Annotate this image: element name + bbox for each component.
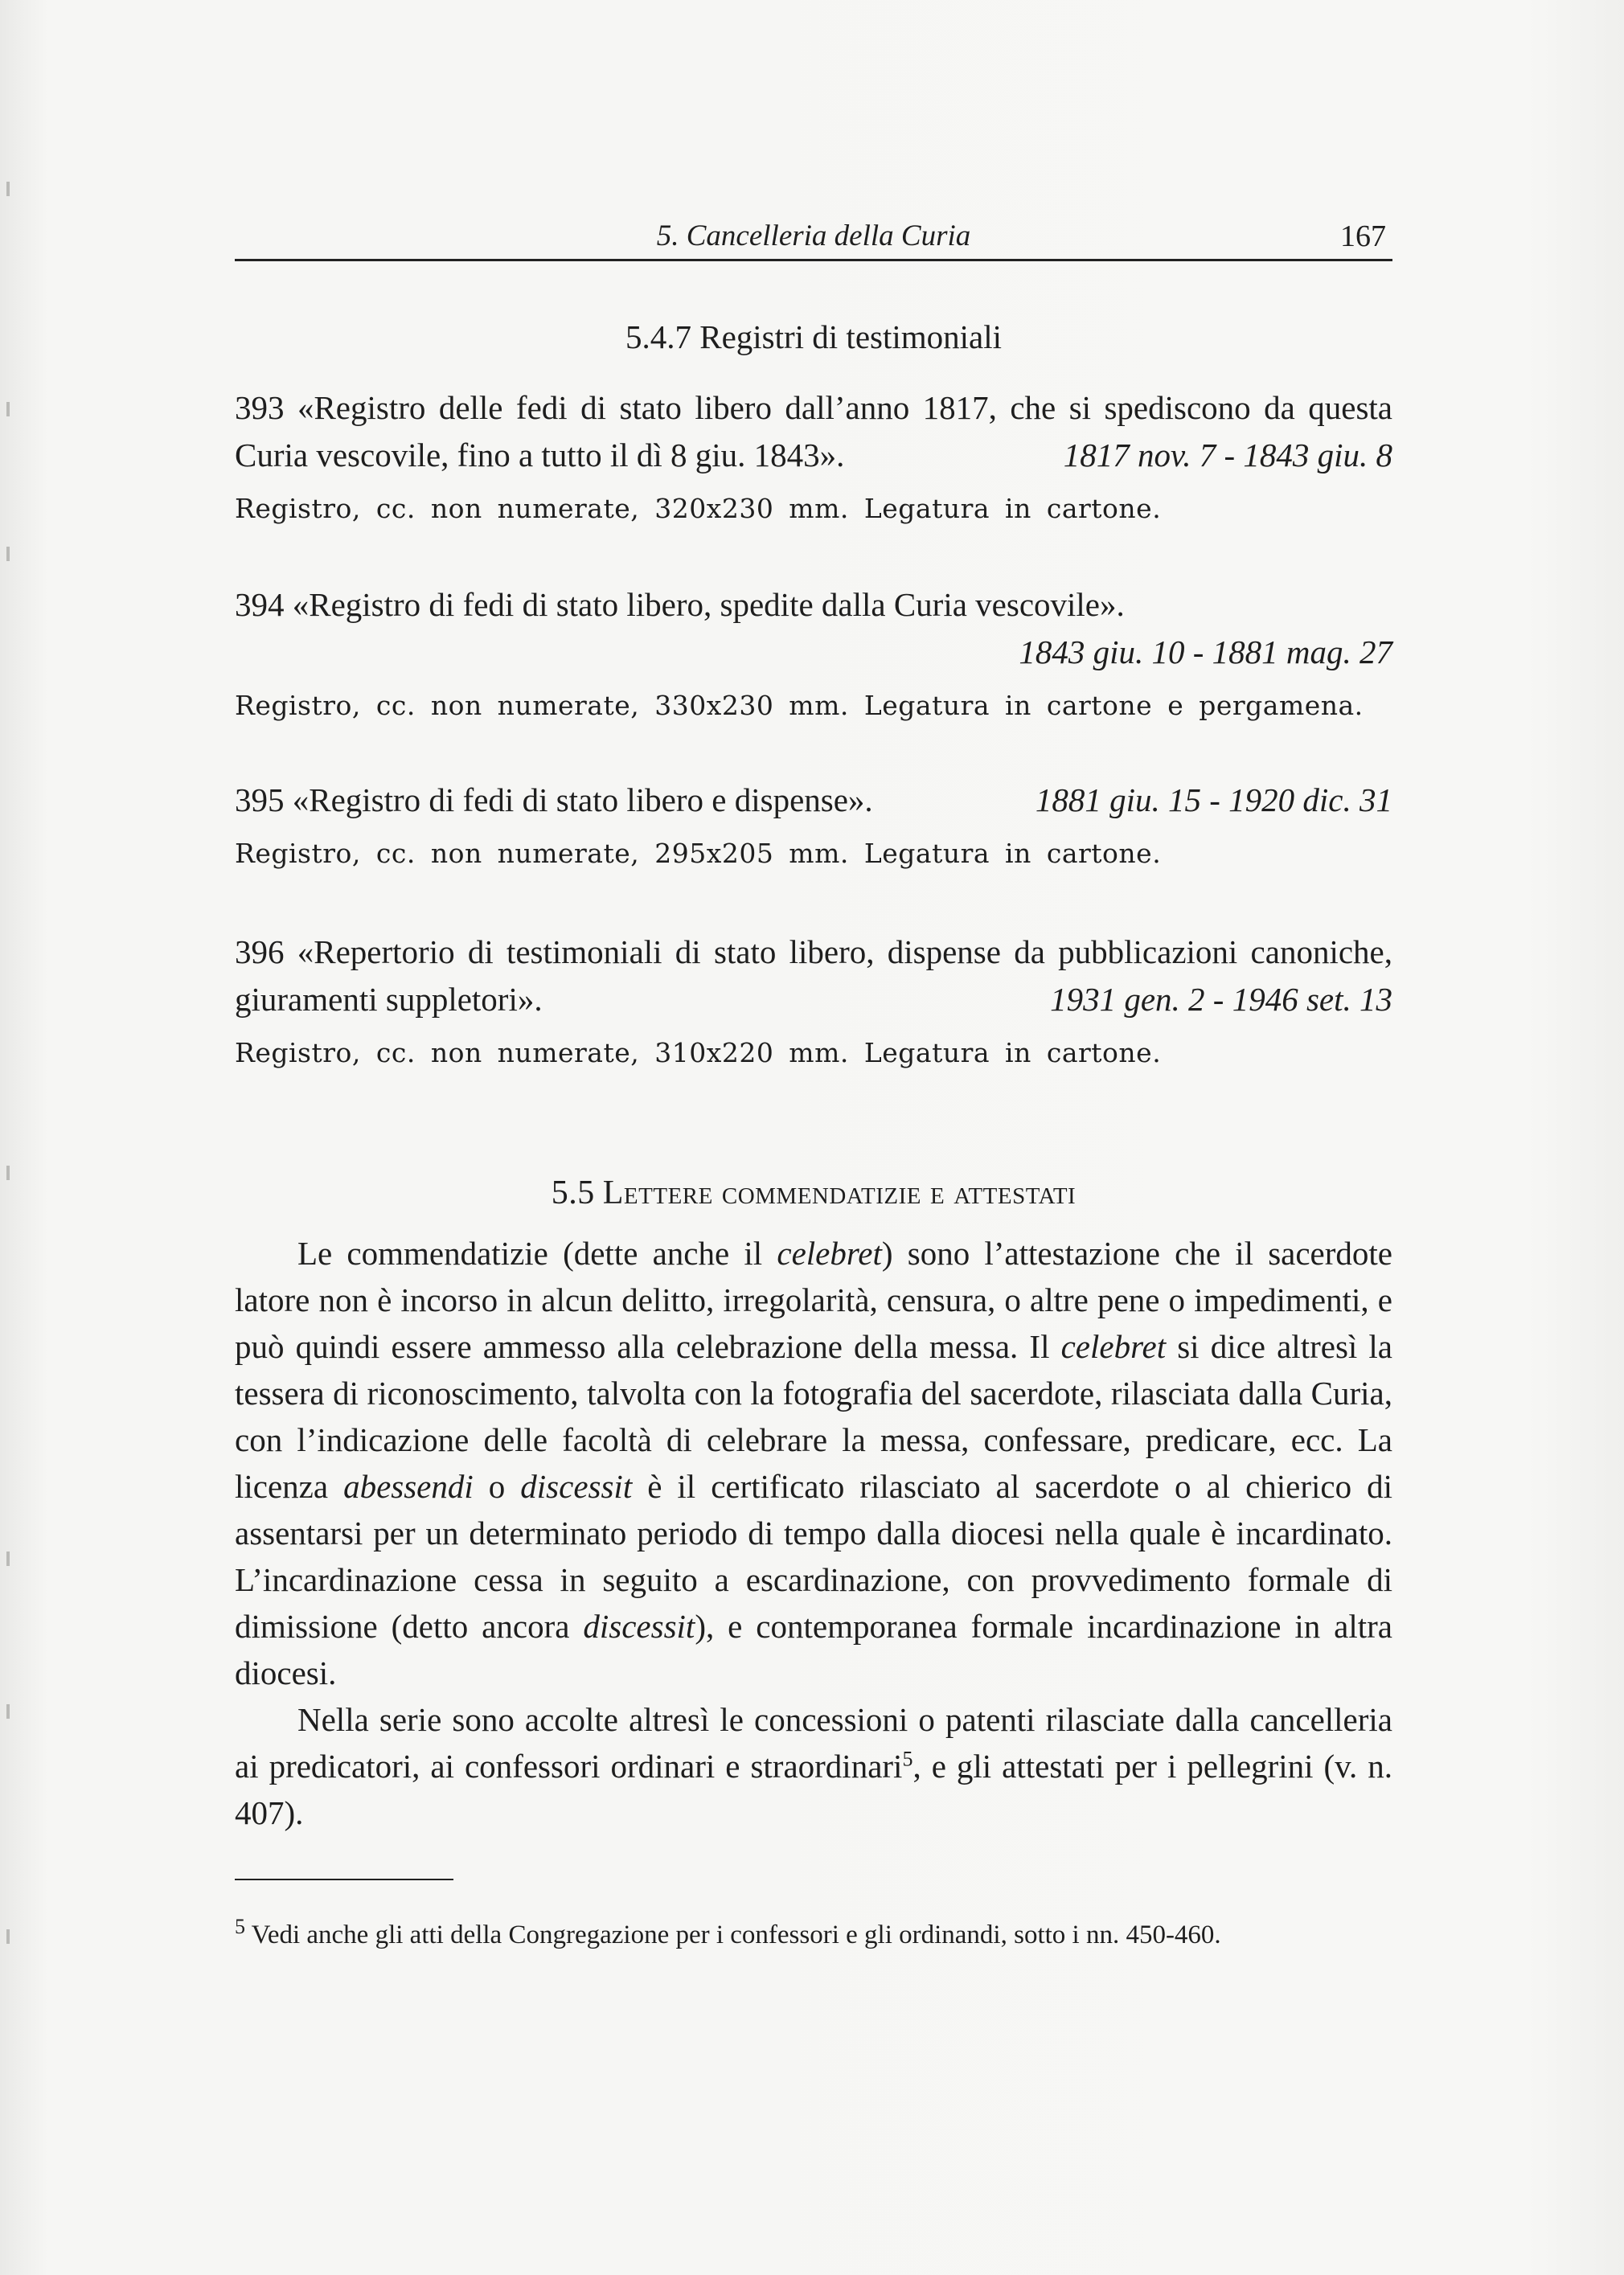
- italic-term: celebret: [1060, 1328, 1167, 1365]
- entry-date: 1817 nov. 7 - 1843 giu. 8: [1063, 437, 1392, 473]
- footnote-mark: 5: [235, 1915, 245, 1938]
- binding-hole-mark: [6, 1166, 10, 1180]
- section-heading: [235, 1174, 1392, 1212]
- binding-hole-mark: [6, 182, 10, 196]
- entry-title-text: 393 «Registro delle fedi di stato libero dall’anno 1817, che si spediscono da questa Curia vescovile, fino a tutto il dì 8 giu. 1843».: [235, 389, 1392, 473]
- entry-title: [235, 581, 1392, 676]
- italic-term: discessit: [520, 1468, 633, 1505]
- italic-term: discessit: [583, 1608, 695, 1645]
- binding-hole-mark: [6, 547, 10, 561]
- entry-date: 1931 gen. 2 - 1946 set. 13: [1050, 981, 1392, 1018]
- catalog-entry: [235, 928, 1392, 1070]
- catalog-entry: [235, 384, 1392, 526]
- entry-title-text: 394 «Registro di fedi di stato libero, spedite dalla Curia vescovile».: [235, 586, 1125, 623]
- text-run: si dice altresì la tessera di riconoscimento, talvolta con la fotografia del sacerdote, rilasciata dalla Curia, con l’indicazione delle facoltà di celebrare la messa, confessare, predicare, ecc. La licenza: [235, 1328, 1392, 1505]
- section-body: [235, 1230, 1392, 1836]
- text-run: Nella serie sono accolte altresì le concessioni o patenti rilasciate dalla cancelleria ai predicatori, ai confessori ordinari e straordinari: [235, 1701, 1392, 1785]
- text-run: o: [473, 1468, 521, 1505]
- entry-title: [235, 928, 1392, 1023]
- body-paragraph: [235, 1230, 1392, 1696]
- footnote-reference[interactable]: 5: [902, 1747, 913, 1771]
- entry-title: [235, 777, 1392, 824]
- text-run: è il certificato rilasciato al sacerdote o al chierico di assentarsi per un determinato periodo di tempo dalla diocesi nella quale è incardinato. L’incardinazione cessa in seguito a escardinazione, con provvedimento formale di dimissione (detto ancora: [235, 1468, 1392, 1645]
- binding-hole-mark: [6, 1704, 10, 1719]
- section-number: 5.5: [551, 1174, 595, 1211]
- entry-description: Registro, cc. non numerate, 330x230 mm. Legatura in cartone e pergamena.: [235, 690, 1364, 721]
- entry-description: Registro, cc. non numerate, 295x205 mm. Legatura in cartone.: [235, 838, 1162, 869]
- footnote-text: Vedi anche gli atti della Congregazione per i confessori e gli ordinandi, sotto i nn. 450-460.: [245, 1920, 1221, 1949]
- italic-term: abessendi: [343, 1468, 474, 1505]
- running-header: [235, 219, 1392, 261]
- binding-hole-mark: [6, 402, 10, 416]
- footnote-divider: [235, 1879, 453, 1880]
- entry-date: 1881 giu. 15 - 1920 dic. 31: [1035, 781, 1392, 818]
- body-paragraph: [235, 1696, 1392, 1836]
- entry-description: Registro, cc. non numerate, 310x220 mm. Legatura in cartone.: [235, 1037, 1162, 1068]
- page-number: 167: [1340, 219, 1386, 253]
- subsection-title: 5.4.7 Registri di testimoniali: [625, 318, 1003, 355]
- binding-hole-mark: [6, 1929, 10, 1944]
- section-title-text: Lettere commendatizie e attestati: [602, 1174, 1077, 1211]
- entry-title-text: 396 «Repertorio di testimoniali di stato libero, dispense da pubblicazioni canoniche, giuramenti suppletori».: [235, 933, 1392, 1018]
- catalog-entry: [235, 581, 1392, 723]
- footnote: [235, 1917, 1392, 1953]
- chapter-title: 5. Cancelleria della Curia: [656, 219, 971, 252]
- text-run: ) sono l’attestazione che il sacerdote latore non è incorso in alcun delitto, irregolarità, censura, o altre pene o impedimenti, e può quindi essere ammesso alla celebrazione della messa. Il: [235, 1235, 1392, 1365]
- text-run: , e gli attestati per i pellegrini (v. n. 407).: [235, 1748, 1392, 1831]
- catalog-entry: [235, 777, 1392, 871]
- entry-title-text: 395 «Registro di fedi di stato libero e dispense».: [235, 781, 873, 818]
- entry-title: [235, 384, 1392, 479]
- binding-hole-mark: [6, 1552, 10, 1566]
- text-run: ), e contemporanea formale incardinazione in altra diocesi.: [235, 1608, 1392, 1691]
- italic-term: celebret: [777, 1235, 882, 1272]
- text-run: Le commendatizie (dette anche il: [297, 1235, 777, 1272]
- entry-date: 1843 giu. 10 - 1881 mag. 27: [1019, 633, 1392, 670]
- entry-description: Registro, cc. non numerate, 320x230 mm. Legatura in cartone.: [235, 493, 1162, 524]
